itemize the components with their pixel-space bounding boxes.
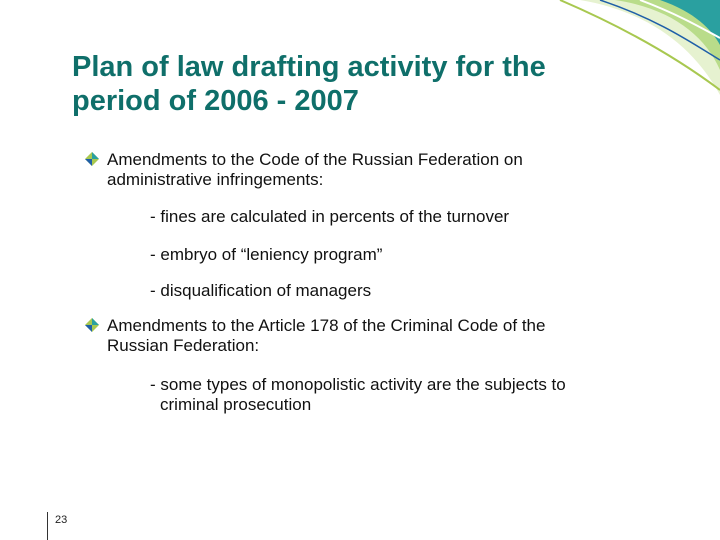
diamond-bullet-icon xyxy=(85,318,99,332)
sub-item-monopolistic-activity xyxy=(150,375,670,415)
title-line-2: period of 2006 - 2007 xyxy=(72,85,359,117)
bullet-line: Amendments to the Code of the Russian Federation on xyxy=(107,150,523,169)
sub-item-line: - embryo of “leniency program” xyxy=(150,245,383,264)
bullet-text xyxy=(107,316,667,356)
sub-item-line: criminal prosecution xyxy=(160,395,312,414)
page-number: 23 xyxy=(55,514,68,526)
sub-item-line: - disqualification of managers xyxy=(150,281,372,300)
sub-item-line: - some types of monopolistic activity are the subjects to xyxy=(150,375,566,394)
bullet-text xyxy=(107,150,667,190)
sub-item-leniency xyxy=(150,245,670,265)
slide-title xyxy=(72,50,702,118)
bullet-line: administrative infringements: xyxy=(107,170,324,189)
sub-item-fines xyxy=(150,207,670,227)
sub-item-line: - fines are calculated in percents of the turnover xyxy=(150,207,510,226)
page-number-divider xyxy=(47,512,48,540)
diamond-bullet-icon xyxy=(85,152,99,166)
bullet-line: Amendments to the Article 178 of the Criminal Code of the xyxy=(107,316,546,335)
title-line-1: Plan of law drafting activity for the xyxy=(72,51,546,83)
bullet-line: Russian Federation: xyxy=(107,336,260,355)
sub-item-disqualification xyxy=(150,281,670,301)
